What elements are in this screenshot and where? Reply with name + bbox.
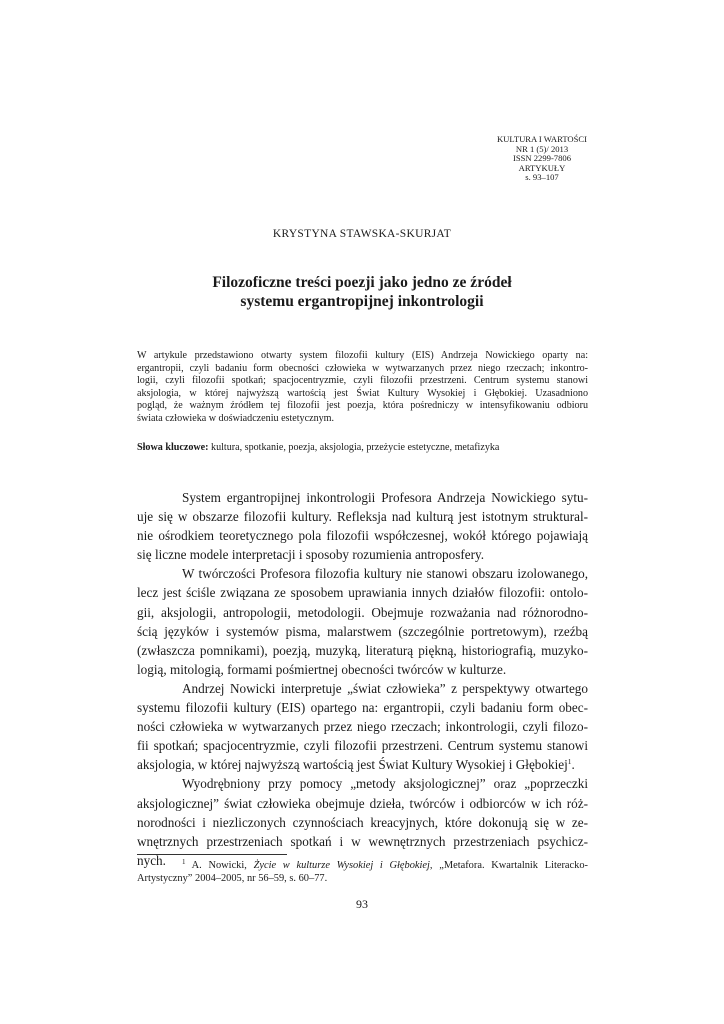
footnote-mark: 1 xyxy=(182,858,186,866)
article-title xyxy=(0,273,724,311)
abstract-line: świata człowieka w doświadczeniu estetycznym. xyxy=(137,412,335,424)
body-line: Wyodrębniony przy pomocy „metody aksjologicznej” oraz „poprzeczki xyxy=(182,776,588,792)
journal-section: ARTYKUŁY xyxy=(518,162,566,173)
journal-pages: s. 93–107 xyxy=(525,172,559,183)
abstract-line: logii, czyli filozofii spotkań; spacjocentryzmie, czyli filozofii przestrzeni. Centrum systemu stanowi xyxy=(137,375,588,387)
footnote-author: A. Nowicki, xyxy=(185,860,254,871)
journal-info xyxy=(482,135,602,183)
body-line: norodności i niezliczonych czynnościach kreacyjnych, które dokonują się w ze- xyxy=(137,814,588,830)
keywords-text: kultura, spotkanie, poezja, aksjologia, przeżycie estetyczne, metafizyka xyxy=(208,442,500,453)
body-line: W twórczości Profesora filozofia kultury nie stanowi obszaru izolowanego, xyxy=(182,566,588,582)
abstract xyxy=(137,350,588,426)
body-line: gii, aksjologii, antropologii, metodologii. Obejmuje rozważania nad różnorodno- xyxy=(137,604,588,620)
journal-issn: ISSN 2299-7806 xyxy=(512,153,571,164)
body-line-with-footnote xyxy=(137,755,588,774)
title-line: Filozoficzne treści poezji jako jedno ze źródeł xyxy=(212,274,512,291)
body-line: Andrzej Nowicki interpretuje „świat człowieka” z perspektywy otwartego xyxy=(182,680,588,696)
body-line: ścią języków i systemów pisma, malarstwem (szczególnie portretowym), rzeźbą xyxy=(137,623,588,639)
body-text xyxy=(137,488,588,870)
abstract-line: aksjologia, w której najwyższą wartością jest Świat Kultury Wysokiej i Głębokiej. Uzasadniono xyxy=(137,387,588,399)
footnote-reference[interactable]: 1 xyxy=(567,757,572,767)
footnote-title: Życie w kulturze Wysokiej i Głębokiej, xyxy=(253,860,433,871)
body-line: ności człowieka w wytwarzanych przez niego rzeczach; inkontrologii, czyli filozo- xyxy=(137,719,588,735)
footnote-divider xyxy=(137,854,287,855)
footnote-line: Artystyczny” 2004–2005, nr 56–59, s. 60–77. xyxy=(137,873,328,885)
body-line: uje się w obszarze filozofii kultury. Refleksja nad kulturą jest istotnym struktural- xyxy=(137,509,588,525)
body-line: systemu filozofii kultury (EIS) opartego na: ergantropii, czyli badaniu form obec- xyxy=(137,700,588,716)
journal-issue: NR 1 (5)/ 2013 xyxy=(515,143,569,154)
body-line: lecz jest ściśle związana ze sposobem uprawiania innych działów filozofii: ontolo- xyxy=(137,585,588,601)
sentence-end: . xyxy=(571,757,575,773)
footnote xyxy=(137,859,588,885)
body-line: nych. xyxy=(137,852,166,868)
abstract-line: ergantropii, czyli badaniu form obecności człowieka w wytwarzanych przez niego rzeczach; inkontro- xyxy=(137,362,588,374)
abstract-line: W artykule przedstawiono otwarty system filozofii kultury (EIS) Andrzeja Nowickiego oparty na: xyxy=(137,350,588,361)
keywords-label: Słowa kluczowe: xyxy=(137,442,209,453)
author-name: KRYSTYNA STAWSKA-SKURJAT xyxy=(272,228,452,240)
body-line: wnętrznych przestrzeniach spotkań i w wewnętrznych przestrzeniach psychicz- xyxy=(137,833,588,849)
body-line: aksjologicznej” świat człowieka obejmuje dzieła, twórców i odbiorców w ich róż- xyxy=(137,795,588,811)
body-line: (zwłaszcza pomnikami), poezją, muzyką, literaturą piękną, historiografią, muzyko- xyxy=(137,642,588,658)
body-line: logią, mitologią, formami pośmiertnej obecności twórców w kulturze. xyxy=(137,661,507,677)
title-line: systemu ergantropijnej inkontrologii xyxy=(240,293,484,310)
journal-name: KULTURA I WARTOŚCI xyxy=(496,134,588,144)
page-number: 93 xyxy=(356,897,368,911)
body-line-text: aksjologia, w której najwyższą wartością jest Świat Kultury Wysokiej i Głębokiej xyxy=(137,757,568,773)
body-line: nie ośrodkiem teoretycznego pola filozofii współczesnej, wokół którego pojawiają xyxy=(137,528,588,544)
keywords xyxy=(137,442,588,455)
abstract-line: pogląd, że ważnym źródłem tej filozofii jest poezja, która pośredniczy w intensyfikowaniu odbioru xyxy=(137,400,588,412)
footnote-line xyxy=(137,859,588,872)
body-line: się liczne modele interpretacji i sposoby rozumienia antroposfery. xyxy=(137,547,485,563)
body-line: fii spotkań; spacjocentryzmie, czyli filozofii przestrzeni. Centrum systemu stanowi xyxy=(137,738,588,754)
footnote-source: „Metafora. Kwartalnik Literacko- xyxy=(432,860,588,871)
body-line: System ergantropijnej inkontrologii Profesora Andrzeja Nowickiego sytu- xyxy=(182,490,588,505)
